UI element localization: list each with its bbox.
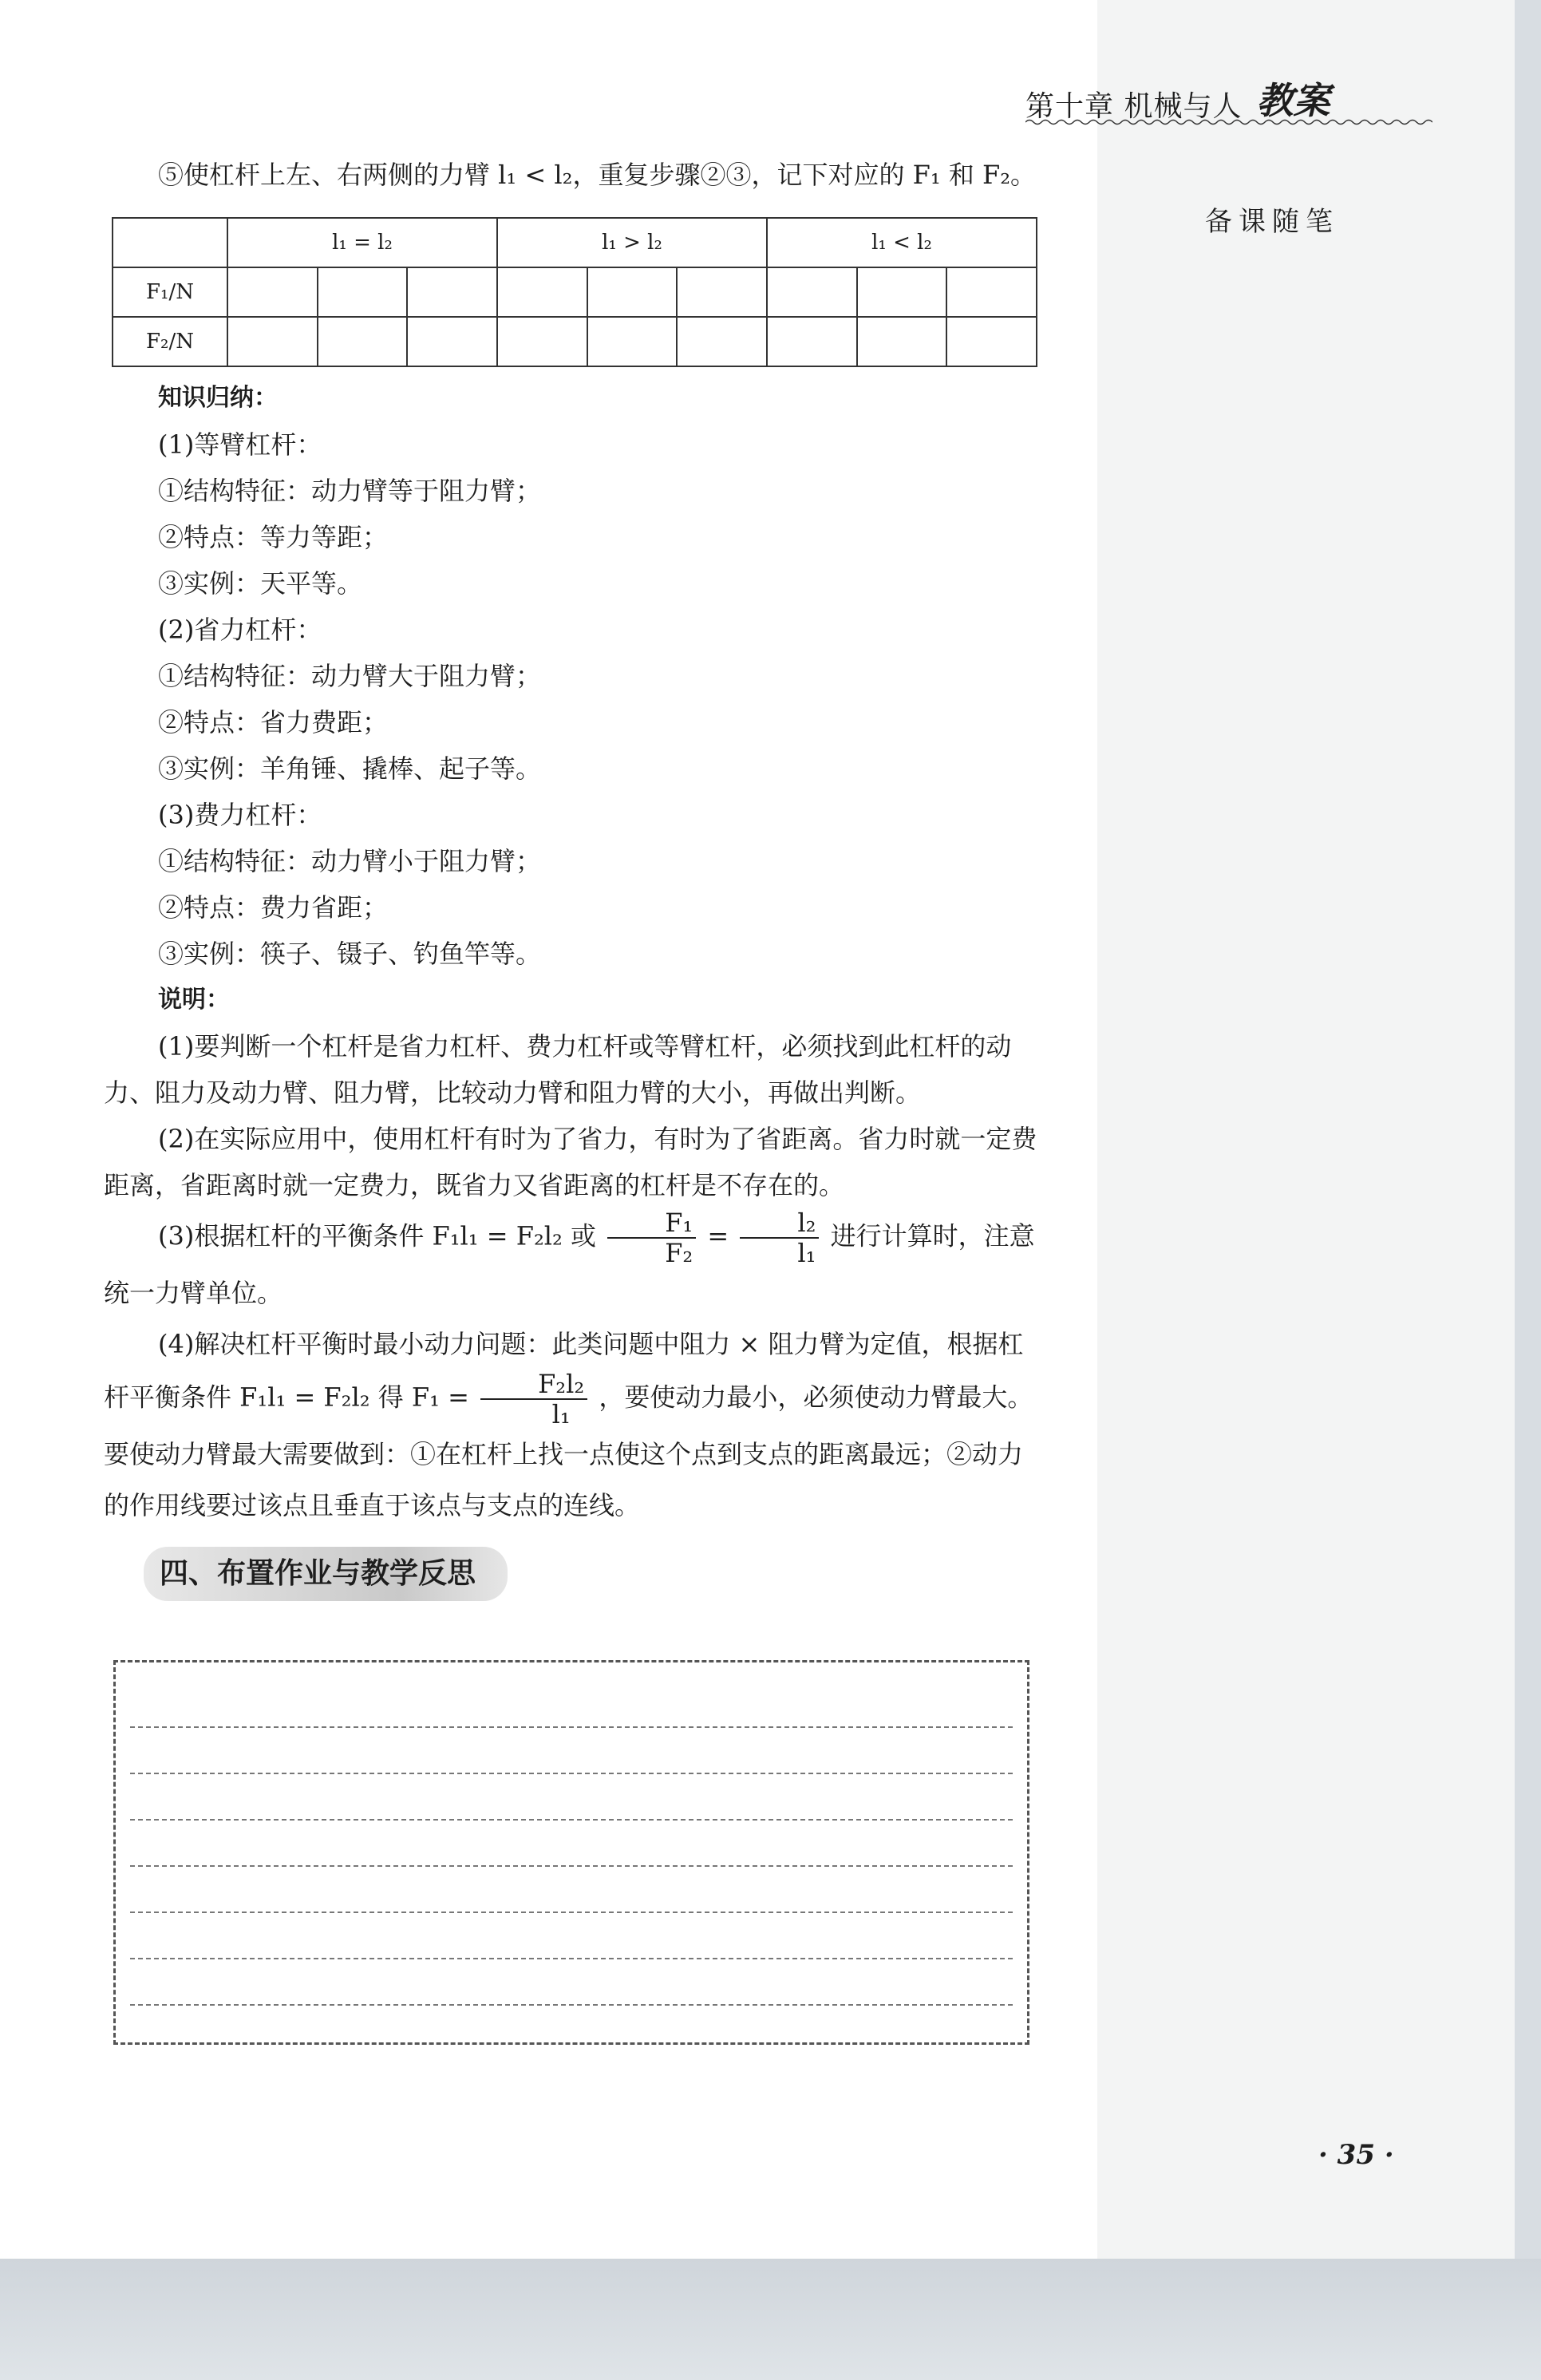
note-4-text-b: ，要使动力最小，必须使动力臂最大。要使动力臂最大需要做到：①在杠杆上找一点使这个点到支点的距离最远；②动力的作用线要过该点且垂直于该点与支点的连线。 xyxy=(104,1382,1033,1520)
summary-title: 知识归纳： xyxy=(158,384,278,412)
table-cell[interactable] xyxy=(497,267,587,317)
writing-line[interactable] xyxy=(130,1728,1013,1774)
list-item: ②特点：等力等距； xyxy=(158,522,389,552)
list-item: ③实例：筷子、镊子、钓鱼竿等。 xyxy=(158,939,542,969)
header-greater: l₁ > l₂ xyxy=(497,218,767,267)
note-paragraph-1: (1)要判断一个杠杆是省力杠杆、费力杠杆或等臂杠杆，必须找到此杠杆的动力、阻力及动力臂、阻力臂，比较动力臂和阻力臂的大小，再做出判断。 xyxy=(104,1031,1012,1108)
list-item: ③实例：羊角锤、撬棒、起子等。 xyxy=(158,753,542,784)
table-cell[interactable] xyxy=(767,317,857,366)
table-cell[interactable] xyxy=(587,317,678,366)
list-item: ①结构特征：动力臂等于阻力臂； xyxy=(158,476,542,506)
note-4-text-a: (4)解决杠杆平衡时最小动力问题：此类问题中阻力 × 阻力臂为定值，根据杠杆平衡条件 F₁l₁ = F₂l₂ 得 F₁ = xyxy=(104,1329,1024,1413)
scan-bottom-band xyxy=(0,2259,1541,2380)
table-cell[interactable] xyxy=(407,317,497,366)
table-cell[interactable] xyxy=(767,267,857,317)
header-equal: l₁ = l₂ xyxy=(227,218,497,267)
table-cell[interactable] xyxy=(677,317,767,366)
table-cell[interactable] xyxy=(318,267,408,317)
note-3-text-b: 进行计算时，注意统一力臂单位。 xyxy=(104,1220,1035,1308)
writing-line[interactable] xyxy=(130,1959,1013,2006)
writing-line[interactable] xyxy=(130,1821,1013,1867)
table-row xyxy=(113,317,1037,366)
list-item: ②特点：费力省距； xyxy=(158,892,389,923)
notes-title: 说明： xyxy=(158,986,230,1014)
table-row xyxy=(113,267,1037,317)
section-4-title: 四、布置作业与教学反思 xyxy=(144,1547,508,1601)
row-label: F₂/N xyxy=(113,317,227,366)
table-cell[interactable] xyxy=(946,267,1037,317)
reflection-box[interactable] xyxy=(113,1660,1029,2045)
fraction-arm: $\frac{\text{l₂}}{\text{l₁}}$ xyxy=(740,1208,819,1267)
note-3-text-a: (3)根据杠杆的平衡条件 F₁l₁ = F₂l₂ 或 xyxy=(158,1220,597,1251)
list-item: ①结构特征：动力臂大于阻力臂； xyxy=(158,661,542,691)
fraction-min-force: $\frac{\text{F₂l₂}}{\text{l₁}}$ xyxy=(480,1370,587,1429)
list-item: (1)等臂杠杆： xyxy=(158,429,322,460)
table-cell[interactable] xyxy=(227,267,318,317)
table-cell[interactable] xyxy=(946,317,1037,366)
table-cell[interactable] xyxy=(857,267,947,317)
list-item: ②特点：省力费距； xyxy=(158,707,389,737)
list-item: (2)省力杠杆： xyxy=(158,615,322,645)
writing-line[interactable] xyxy=(130,1913,1013,1959)
step-5: ⑤使杠杆上左、右两侧的力臂 l₁ < l₂，重复步骤②③，记下对应的 F₁ 和 F₂。 xyxy=(158,160,1037,190)
table-cell[interactable] xyxy=(227,317,318,366)
page-number: · 35 · xyxy=(1318,2139,1394,2171)
list-item: ③实例：天平等。 xyxy=(158,568,363,599)
chapter-title: 第十章 机械与人 xyxy=(1025,90,1243,123)
table-cell[interactable] xyxy=(587,267,678,317)
table-cell[interactable] xyxy=(318,317,408,366)
table-cell[interactable] xyxy=(497,317,587,366)
table-corner xyxy=(113,218,227,267)
header-less: l₁ < l₂ xyxy=(767,218,1037,267)
writing-line[interactable] xyxy=(130,1682,1013,1728)
header-wave-line xyxy=(1025,118,1432,126)
table-cell[interactable] xyxy=(407,267,497,317)
fraction-force: $\frac{\text{F₁}}{\text{F₂}}$ xyxy=(607,1208,696,1267)
page-header xyxy=(1025,77,1330,125)
note-paragraph-4 xyxy=(104,1318,1045,1531)
main-content xyxy=(104,152,1045,1617)
record-table xyxy=(112,217,1037,367)
table-cell[interactable] xyxy=(677,267,767,317)
list-item: (3)费力杠杆： xyxy=(158,800,322,830)
writing-line[interactable] xyxy=(130,1774,1013,1821)
margin-column xyxy=(1097,0,1515,2259)
table-cell[interactable] xyxy=(857,317,947,366)
row-label: F₁/N xyxy=(113,267,227,317)
margin-note: 备课随笔 xyxy=(1205,206,1339,238)
list-item: ①结构特征：动力臂小于阻力臂； xyxy=(158,846,542,876)
note-paragraph-2: (2)在实际应用中，使用杠杆有时为了省力，有时为了省距离。省力时就一定费距离，省距离时就一定费力，既省力又省距离的杠杆是不存在的。 xyxy=(104,1124,1037,1200)
brand-title: 教案 xyxy=(1256,79,1330,122)
note-paragraph-3: (3)根据杠杆的平衡条件 F₁l₁ = F₂l₂ 或 $\frac{\text{F₁}}{\text{F₂}}$ = $\frac{\text{l₂}}{\text{l₁}}$ 进行计算时，注意统一力臂单位。 xyxy=(104,1208,1035,1308)
writing-line[interactable] xyxy=(130,1867,1013,1913)
summary-list xyxy=(104,421,1045,977)
